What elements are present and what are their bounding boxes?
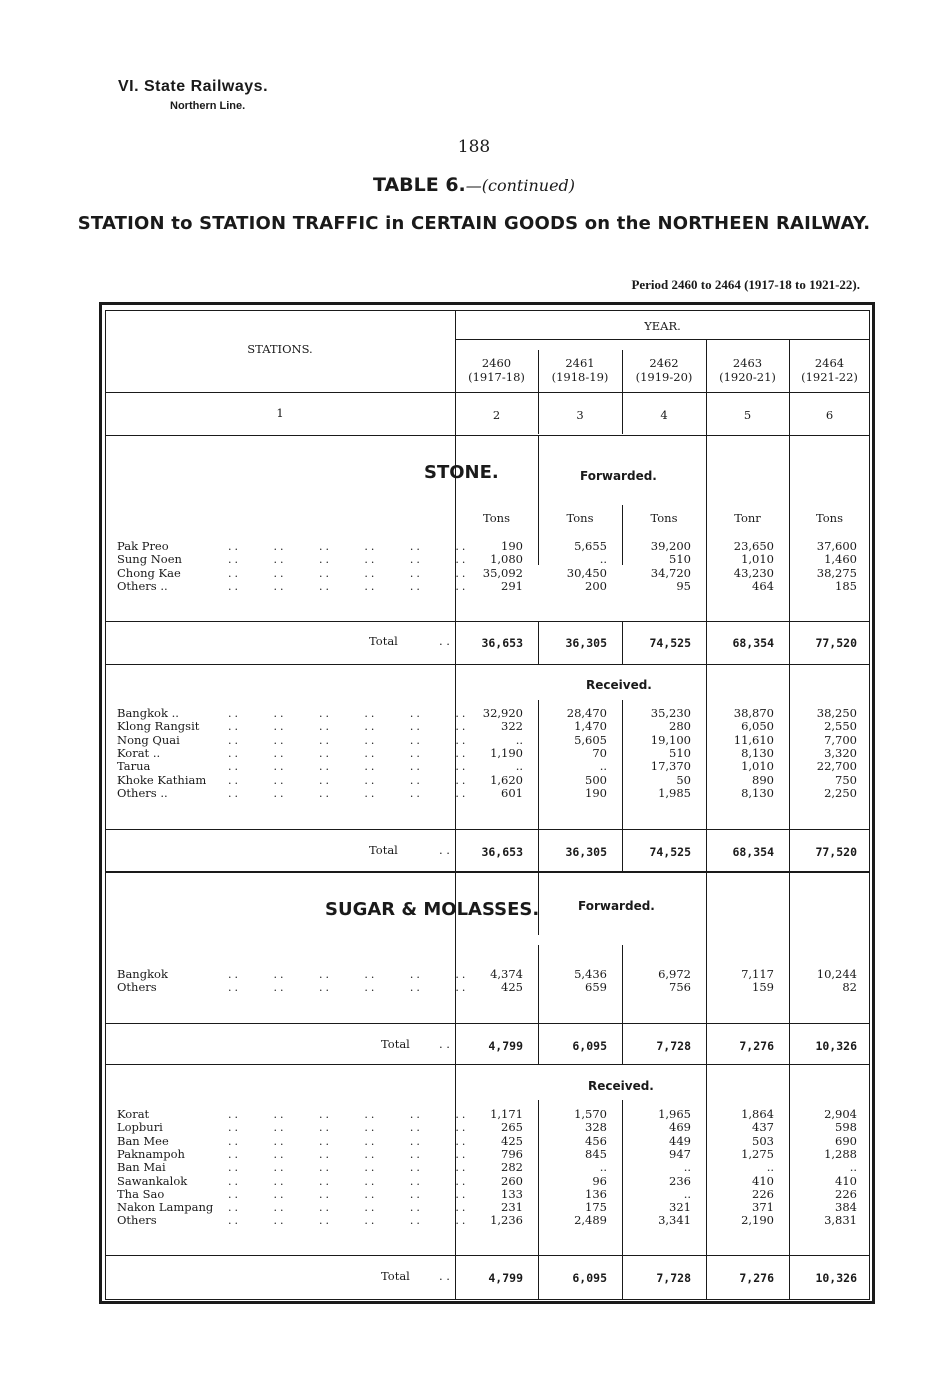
table-cell: 510 bbox=[669, 745, 691, 760]
table-cell: 50 bbox=[676, 772, 691, 787]
table-cell: 410 bbox=[835, 1173, 857, 1188]
main-title: STATION to STATION TRAFFIC in CERTAIN GOODS on the NORTHEEN RAILWAY. bbox=[77, 213, 871, 234]
total-label: Total bbox=[369, 843, 398, 857]
column-number: 2 bbox=[492, 408, 501, 422]
leader-dots: .. .. .. .. .. .. bbox=[228, 540, 469, 553]
table-cell: 598 bbox=[835, 1120, 857, 1135]
unit-label: Tons bbox=[650, 511, 678, 525]
table-cell: .. bbox=[766, 1160, 774, 1175]
table-cell: 260 bbox=[501, 1173, 523, 1188]
column-number: 4 bbox=[660, 408, 668, 422]
year-header-be: 2460 bbox=[481, 356, 512, 370]
column-number: 6 bbox=[825, 408, 834, 422]
table-cell: 17,370 bbox=[650, 759, 691, 774]
table-cell: 469 bbox=[669, 1120, 691, 1135]
table-cell: 1,460 bbox=[824, 552, 857, 567]
station-name: Pak Preo bbox=[117, 539, 169, 553]
table-cell: 32,920 bbox=[482, 706, 523, 720]
table-cell: 464 bbox=[752, 578, 774, 593]
table-cell: 2,190 bbox=[741, 1213, 774, 1228]
table-cell: .. bbox=[515, 759, 523, 774]
table-cell: 384 bbox=[835, 1200, 857, 1215]
leader-dots: .. .. .. .. .. .. bbox=[228, 981, 469, 995]
station-name: Lopburi bbox=[117, 1120, 163, 1135]
stone-forwarded-label: Forwarded. bbox=[580, 469, 657, 483]
section-heading: VI. State Railways. bbox=[118, 78, 269, 95]
subsection-heading: Northern Line. bbox=[170, 100, 246, 112]
table-cell: 226 bbox=[752, 1186, 774, 1201]
table-cell: 3,320 bbox=[824, 745, 857, 760]
year-divider bbox=[455, 339, 870, 340]
table-cell: 1,864 bbox=[741, 1107, 774, 1121]
unit-label: Tons bbox=[482, 511, 510, 525]
table-cell: 500 bbox=[585, 772, 607, 787]
total-cell: 77,520 bbox=[815, 636, 857, 650]
table-cell: 82 bbox=[842, 980, 857, 995]
table-cell: 503 bbox=[752, 1133, 774, 1148]
total-cell: 7,276 bbox=[739, 1039, 774, 1053]
table-cell: .. bbox=[515, 732, 523, 747]
station-name: Khoke Kathiam bbox=[117, 772, 207, 787]
table-cell: 22,700 bbox=[816, 759, 857, 774]
table-cell: .. bbox=[599, 552, 607, 567]
table-cell: .. bbox=[683, 1186, 691, 1201]
stone-received-total-top bbox=[105, 829, 870, 830]
table-cell: 226 bbox=[835, 1186, 857, 1201]
number-row-divider bbox=[105, 435, 870, 436]
section-title-stone: STONE. bbox=[424, 462, 499, 483]
station-name: Ban Mai bbox=[117, 1160, 166, 1175]
header-divider bbox=[105, 392, 870, 393]
table-cell: 175 bbox=[585, 1200, 607, 1215]
year-header-be: 2463 bbox=[732, 356, 763, 370]
table-cell: 890 bbox=[752, 772, 774, 787]
column-number: 3 bbox=[576, 408, 584, 422]
sugar-forwarded-total-top bbox=[105, 1023, 870, 1024]
table-cell: 34,720 bbox=[650, 565, 691, 580]
total-label: Total bbox=[381, 1037, 410, 1051]
table-cell: 35,092 bbox=[482, 565, 523, 580]
leader-dots: .. .. .. .. .. .. bbox=[228, 1161, 469, 1175]
table-title-label: TABLE 6. bbox=[372, 174, 466, 196]
table-cell: 750 bbox=[835, 772, 857, 787]
table-cell: 845 bbox=[585, 1146, 607, 1161]
leader-dots: .. .. .. .. .. .. bbox=[228, 1201, 469, 1215]
table-cell: 3,831 bbox=[824, 1213, 857, 1228]
table-cell: 410 bbox=[752, 1173, 774, 1188]
leader-dots: .. .. .. .. .. .. bbox=[228, 1134, 469, 1148]
table-cell: 28,470 bbox=[566, 706, 607, 720]
table-cell: 6,972 bbox=[658, 967, 691, 981]
table-cell: 190 bbox=[501, 539, 523, 553]
year-header-ad: (1920-21) bbox=[719, 370, 776, 384]
leader-dots: .. .. .. .. .. .. bbox=[228, 1108, 469, 1121]
section-divider bbox=[105, 871, 870, 873]
section-title-sugar: SUGAR & MOLASSES. bbox=[325, 899, 540, 920]
table-cell: 690 bbox=[835, 1133, 857, 1148]
leader-dots: .. .. .. .. .. .. bbox=[228, 786, 469, 800]
total-cell: 68,354 bbox=[732, 636, 774, 650]
total-cell: 74,525 bbox=[649, 636, 691, 650]
year-header-be: 2461 bbox=[565, 356, 595, 370]
table-cell: 185 bbox=[835, 578, 857, 593]
total-cell: 7,728 bbox=[656, 1271, 691, 1285]
table-cell: 2,904 bbox=[824, 1107, 857, 1121]
table-cell: 321 bbox=[669, 1200, 691, 1215]
table-cell: 1,080 bbox=[490, 552, 523, 567]
table-cell: 136 bbox=[585, 1186, 607, 1201]
table-cell: 7,117 bbox=[741, 967, 774, 981]
year-header-be: 2462 bbox=[649, 356, 679, 370]
station-name: Bangkok bbox=[117, 967, 168, 981]
table-cell: 96 bbox=[592, 1173, 607, 1188]
leader-dots: .. .. .. .. .. .. bbox=[228, 1174, 469, 1188]
stone-forwarded-total-bottom bbox=[105, 664, 870, 665]
station-name: Others .. bbox=[117, 578, 168, 593]
table-title bbox=[0, 174, 948, 196]
table-cell: 601 bbox=[501, 785, 523, 800]
table-cell: 280 bbox=[669, 719, 691, 734]
unit-label: Tonr bbox=[734, 511, 761, 525]
stone-received-label: Received. bbox=[586, 678, 652, 692]
leader-dots: .. .. .. .. .. .. bbox=[228, 553, 469, 567]
table-cell: 328 bbox=[585, 1120, 607, 1135]
station-name: Nakon Lampang bbox=[117, 1200, 214, 1215]
total-cell: 6,095 bbox=[572, 1271, 607, 1285]
table-cell: 5,436 bbox=[574, 967, 607, 981]
table-cell: 7,700 bbox=[824, 732, 857, 747]
table-cell: 38,870 bbox=[733, 706, 774, 720]
column-number: 1 bbox=[276, 406, 284, 420]
table-cell: 6,050 bbox=[741, 719, 774, 734]
total-cell: 36,653 bbox=[481, 636, 523, 650]
table-cell: 2,250 bbox=[824, 785, 857, 800]
table-cell: 5,605 bbox=[574, 732, 607, 747]
table-cell: 425 bbox=[501, 980, 523, 995]
leader-dots: .. .. .. .. .. .. bbox=[228, 1214, 469, 1228]
table-cell: 70 bbox=[592, 745, 607, 760]
table-cell: 1,470 bbox=[574, 719, 607, 734]
table-cell: 291 bbox=[501, 578, 523, 593]
table-cell: 1,965 bbox=[658, 1107, 691, 1121]
table-cell: 756 bbox=[669, 980, 691, 995]
table-cell: 190 bbox=[585, 785, 607, 800]
table-cell: 1,985 bbox=[658, 785, 691, 800]
total-label: Total bbox=[381, 1269, 410, 1283]
leader-dots: .. .. .. .. .. .. bbox=[228, 579, 469, 593]
total-label: Total bbox=[369, 634, 398, 648]
table-cell: 449 bbox=[669, 1133, 691, 1148]
leader-dots: .. .. .. .. .. .. bbox=[228, 1121, 469, 1135]
table-cell: 37,600 bbox=[816, 539, 857, 553]
table-cell: 1,236 bbox=[490, 1213, 523, 1228]
table-cell: 1,190 bbox=[490, 745, 523, 760]
year-header: YEAR. bbox=[644, 319, 681, 333]
total-cell: 7,728 bbox=[656, 1039, 691, 1053]
total-cell: 6,095 bbox=[572, 1039, 607, 1053]
table-cell: 19,100 bbox=[650, 732, 691, 747]
sugar-forwarded-label: Forwarded. bbox=[578, 899, 655, 913]
total-dots: . . bbox=[439, 634, 450, 648]
table-cell: 10,244 bbox=[816, 967, 857, 981]
stone-forwarded-total-top bbox=[105, 621, 870, 622]
table-cell: .. bbox=[849, 1160, 857, 1175]
table-cell: 30,450 bbox=[566, 565, 607, 580]
table-cell: 2,550 bbox=[824, 719, 857, 734]
table-cell: 1,171 bbox=[490, 1107, 523, 1121]
station-name: Chong Kae bbox=[117, 565, 181, 580]
station-name: Tarua bbox=[117, 759, 151, 774]
year-header-ad: (1918-19) bbox=[551, 370, 609, 384]
total-cell: 36,305 bbox=[565, 636, 607, 650]
station-name: Paknampoh bbox=[117, 1146, 185, 1161]
table-cell: 4,374 bbox=[490, 967, 523, 981]
station-name: Sawankalok bbox=[117, 1173, 188, 1188]
station-name: Sung Noen bbox=[117, 552, 182, 567]
total-cell: 74,525 bbox=[649, 845, 691, 859]
table-cell: 796 bbox=[501, 1146, 523, 1161]
station-name: Bangkok .. bbox=[117, 706, 179, 720]
leader-dots: .. .. .. .. .. .. bbox=[228, 1187, 469, 1201]
table-cell: 231 bbox=[501, 1200, 523, 1215]
sugar-forwarded-total-bottom bbox=[105, 1064, 870, 1065]
stations-header: STATIONS. bbox=[247, 342, 313, 356]
table-cell: 1,010 bbox=[741, 552, 774, 567]
table-cell: 265 bbox=[501, 1120, 523, 1135]
table-cell: 371 bbox=[752, 1200, 774, 1215]
leader-dots: .. .. .. .. .. .. bbox=[228, 566, 469, 580]
table-cell: 322 bbox=[501, 719, 523, 734]
table-cell: 38,250 bbox=[816, 706, 857, 720]
total-dots: . . bbox=[439, 843, 450, 857]
total-cell: 10,326 bbox=[815, 1271, 857, 1285]
table-cell: 2,489 bbox=[574, 1213, 607, 1228]
table-cell: 95 bbox=[676, 578, 691, 593]
year-header-ad: (1921-22) bbox=[801, 370, 858, 384]
period-label: Period 2460 to 2464 (1917-18 to 1921-22). bbox=[631, 277, 860, 292]
page-number: 188 bbox=[457, 137, 491, 157]
leader-dots: .. .. .. .. .. .. bbox=[228, 720, 469, 734]
table-cell: 510 bbox=[669, 552, 691, 567]
table-cell: 456 bbox=[585, 1133, 607, 1148]
sugar-received-total-top bbox=[105, 1255, 870, 1256]
station-name: Others bbox=[117, 980, 157, 995]
table-cell: 1,288 bbox=[824, 1146, 857, 1161]
table-cell: 11,610 bbox=[733, 732, 774, 747]
table-cell: 5,655 bbox=[574, 539, 607, 553]
unit-label: Tons bbox=[566, 511, 594, 525]
table-title-continued: —(continued) bbox=[465, 176, 576, 195]
total-cell: 10,326 bbox=[815, 1039, 857, 1053]
leader-dots: .. .. .. .. .. .. bbox=[228, 746, 469, 760]
year-header-ad: (1919-20) bbox=[635, 370, 693, 384]
table-cell: 425 bbox=[501, 1133, 523, 1148]
table-cell: 35,230 bbox=[650, 706, 691, 720]
station-name: Nong Quai bbox=[117, 732, 180, 747]
total-cell: 36,305 bbox=[565, 845, 607, 859]
table-cell: 39,200 bbox=[650, 539, 691, 553]
leader-dots: .. .. .. .. .. .. bbox=[228, 733, 469, 747]
table-cell: 200 bbox=[585, 578, 607, 593]
sugar-received-label: Received. bbox=[588, 1079, 654, 1093]
column-number: 5 bbox=[743, 408, 752, 422]
table-cell: .. bbox=[683, 1160, 691, 1175]
table-cell: 3,341 bbox=[658, 1213, 691, 1228]
total-cell: 4,799 bbox=[488, 1039, 523, 1053]
table-cell: 282 bbox=[501, 1160, 523, 1175]
station-name: Korat .. bbox=[117, 745, 161, 760]
table-cell: 1,620 bbox=[490, 772, 523, 787]
leader-dots: .. .. .. .. .. .. bbox=[228, 773, 469, 787]
leader-dots: .. .. .. .. .. .. bbox=[228, 760, 469, 774]
table-cell: 159 bbox=[752, 980, 774, 995]
total-cell: 36,653 bbox=[481, 845, 523, 859]
table-cell: 1,010 bbox=[741, 759, 774, 774]
year-header-ad: (1917-18) bbox=[468, 370, 525, 384]
total-cell: 77,520 bbox=[815, 845, 857, 859]
leader-dots: .. .. .. .. .. .. bbox=[228, 1147, 469, 1161]
station-name: Korat bbox=[117, 1107, 150, 1121]
table-cell: 236 bbox=[669, 1173, 691, 1188]
station-name: Tha Sao bbox=[117, 1186, 165, 1201]
table-cell: .. bbox=[599, 759, 607, 774]
unit-label: Tons bbox=[815, 511, 843, 525]
table-cell: 1,570 bbox=[574, 1107, 607, 1121]
table-cell: 8,130 bbox=[741, 785, 774, 800]
table-cell: 1,275 bbox=[741, 1146, 774, 1161]
table-cell: .. bbox=[599, 1160, 607, 1175]
table-cell: 8,130 bbox=[741, 745, 774, 760]
table-cell: 947 bbox=[669, 1146, 691, 1161]
total-cell: 7,276 bbox=[739, 1271, 774, 1285]
table-cell: 133 bbox=[501, 1186, 523, 1201]
table-cell: 38,275 bbox=[816, 565, 857, 580]
leader-dots: .. .. .. .. .. .. bbox=[228, 968, 469, 981]
station-name: Others .. bbox=[117, 785, 168, 800]
station-name: Ban Mee bbox=[117, 1133, 169, 1148]
year-header-be: 2464 bbox=[814, 356, 845, 370]
total-dots: . . bbox=[439, 1037, 450, 1051]
total-cell: 4,799 bbox=[488, 1271, 523, 1285]
station-name: Klong Rangsit bbox=[117, 719, 200, 734]
leader-dots: .. .. .. .. .. .. bbox=[228, 707, 469, 720]
table-cell: 23,650 bbox=[733, 539, 774, 553]
station-name: Others bbox=[117, 1213, 157, 1228]
total-cell: 68,354 bbox=[732, 845, 774, 859]
table-cell: 43,230 bbox=[733, 565, 774, 580]
total-dots: . . bbox=[439, 1269, 450, 1283]
table-cell: 659 bbox=[585, 980, 607, 995]
table-cell: 437 bbox=[752, 1120, 774, 1135]
